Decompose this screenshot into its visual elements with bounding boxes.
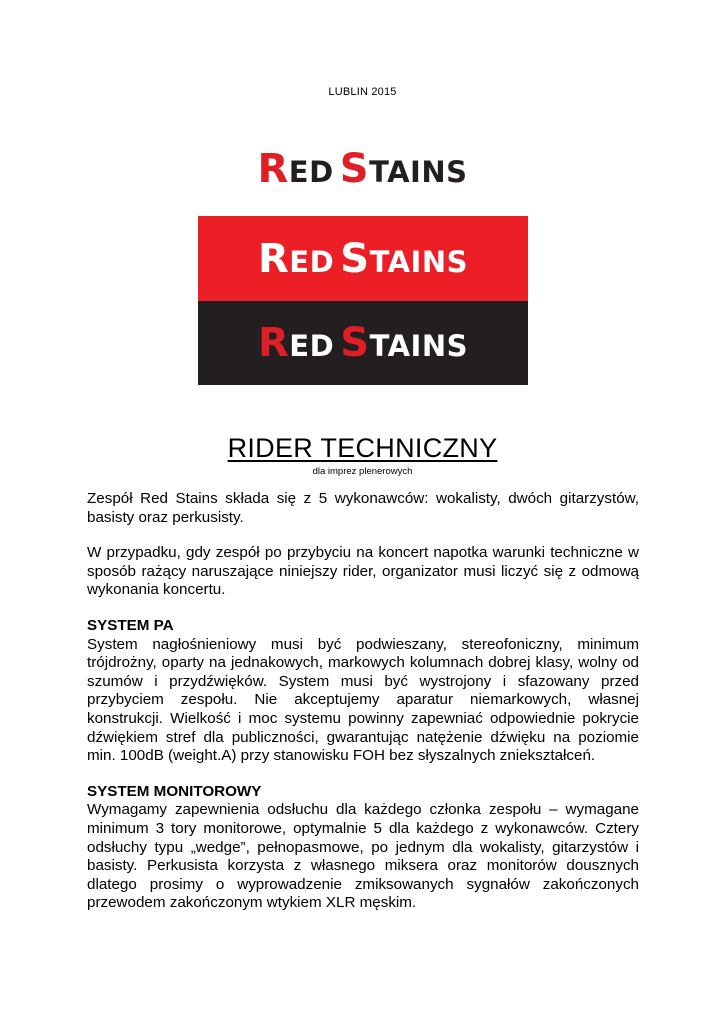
warning-paragraph: W przypadku, gdy zespół po przybyciu na koncert napotka warunki techniczne w sposób rażący naruszające niniejszy rider, organizator musi liczyć się z odmową wykonania koncertu. xyxy=(87,544,639,599)
logo-letters-tains: TAINS xyxy=(369,155,468,189)
band-logo-on-black xyxy=(258,320,468,366)
section-body-system-pa: System nagłośnieniowy musi być podwieszany, stereofoniczny, minimum trójdrożny, oparty na jednakowych, markowych kolumnach dobrej klasy, wolny od szumów i przydźwięków. System musi być wystrojony i sfazowany przed przybyciem zespołu. Nie akceptujemy aparatur niemarkowych, własnej konstrukcji. Wielkość i moc systemu powinny zapewniać odpowiednie pokrycie dźwiękiem stref dla publiczności, gwarantując natężenie dźwięku na poziomie min. 100dB (weight.A) przy stanowisku FOH bez słyszalnych zniekształceń. xyxy=(87,635,639,765)
logo-letters-ed: ED xyxy=(289,329,335,363)
document-title xyxy=(0,433,725,464)
logo-initial-s: S xyxy=(340,235,370,282)
logo-black-band xyxy=(198,301,528,385)
section-body-system-monitorowy: Wymagamy zapewnienia odsłuchu dla każdego członka zespołu – wymagane minimum 3 tory monitorowe, optymalnie 5 dla każdego z wykonawców. Cztery odsłuchy typu „wedge”, pełnopasmowe, po jednym dla wokalisty, gitarzystów i basisty. Perkusista korzysta z własnego miksera oraz monitorów dousznych dlatego prosimy o wyprowadzenie zmiksowanych sygnałów zakończonych przewodem zakończonym wtykiem XLR męskim. xyxy=(87,801,639,912)
logo-letters-tains: TAINS xyxy=(369,244,468,279)
document-body xyxy=(87,490,639,913)
document-subtitle: dla imprez plenerowych xyxy=(312,466,413,477)
band-logo-white-on-red xyxy=(258,236,468,282)
band-logo-black-on-white xyxy=(0,146,725,192)
logo-initial-r: R xyxy=(257,235,290,282)
logo-initial-r: R xyxy=(257,146,289,192)
document-title-text: RIDER TECHNICZNY xyxy=(227,433,498,463)
section-heading-system-monitorowy: SYSTEM MONITOROWY xyxy=(87,782,262,800)
intro-paragraph: Zespół Red Stains składa się z 5 wykonawców: wokalisty, dwóch gitarzystów, basisty oraz perkusisty. xyxy=(87,490,639,526)
section-heading-system-pa: SYSTEM PA xyxy=(87,616,174,634)
logo-letters-ed: ED xyxy=(289,244,335,279)
location-year: LUBLIN 2015 xyxy=(328,86,397,98)
logo-letters-ed: ED xyxy=(288,155,334,189)
logo-initial-s: S xyxy=(339,146,370,192)
logo-initial-s: S xyxy=(340,320,370,366)
logo-initial-r: R xyxy=(257,320,290,366)
logo-red-band xyxy=(198,216,528,301)
logo-letters-tains: TAINS xyxy=(369,329,468,363)
